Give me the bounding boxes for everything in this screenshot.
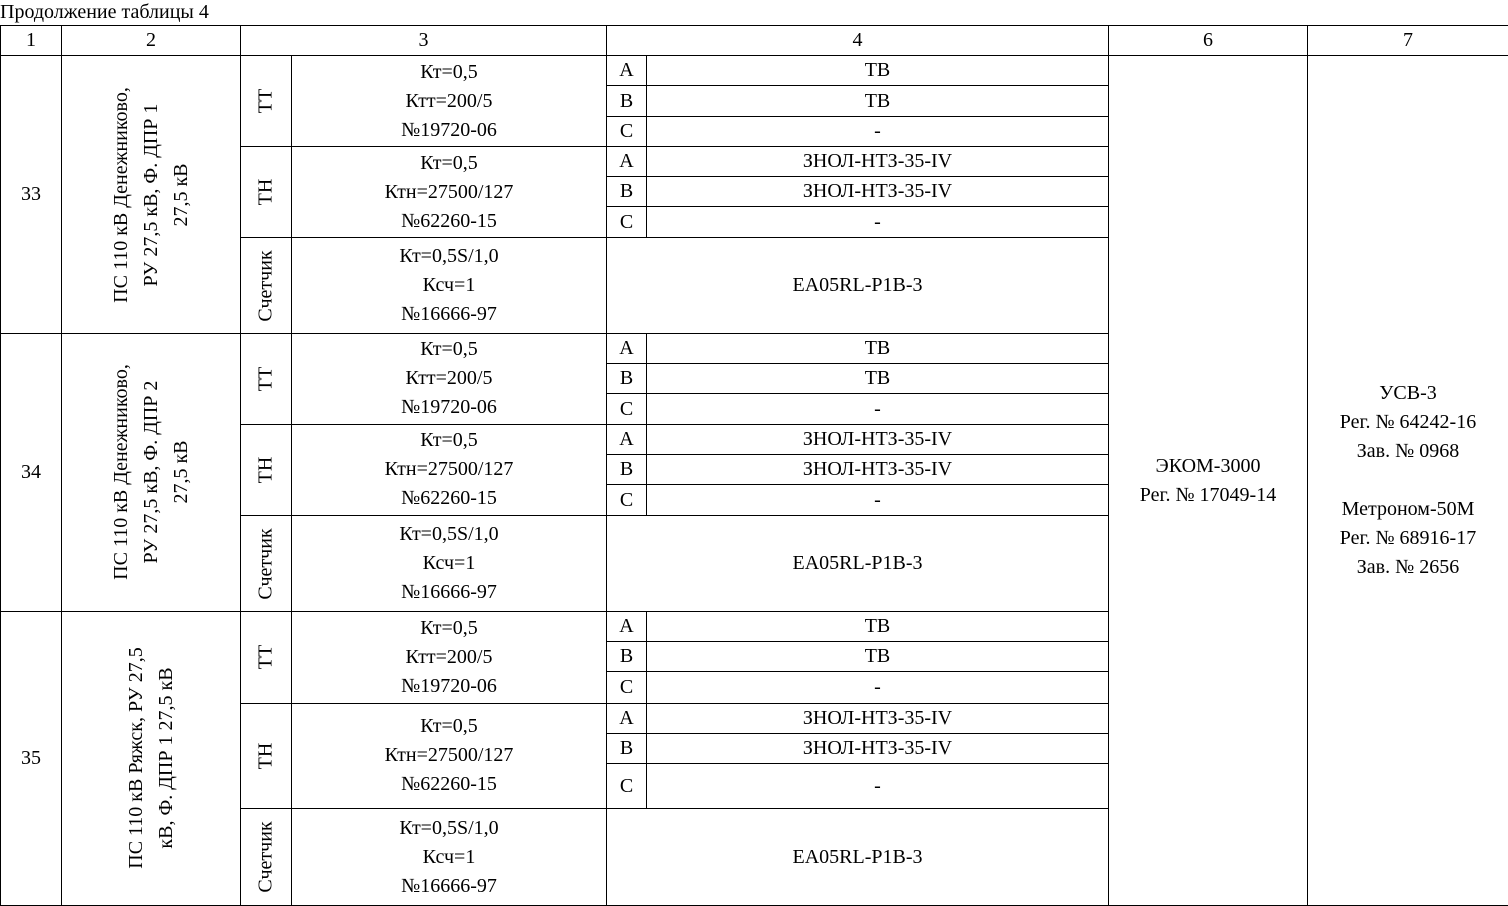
phase-letter: B (607, 733, 647, 763)
meter-param-line: №16666-97 (401, 581, 497, 604)
meter-model: EA05RL-P1B-3 (607, 238, 1109, 334)
phase-letter: A (607, 56, 647, 86)
object-name-text (106, 87, 196, 303)
meter-label (241, 516, 292, 612)
time-sync-line: Зав. № 0968 (1356, 440, 1460, 463)
phase-letter: C (607, 485, 647, 516)
meter-params (292, 516, 607, 612)
object-name-text-line: ПС 110 кВ Ряжск, РУ 27,5 (125, 647, 147, 870)
phase-value: - (647, 672, 1109, 703)
phase-value: ЗНОЛ-НТЗ-35-IV (647, 177, 1109, 207)
phase-letter: C (607, 116, 647, 146)
meter-model: EA05RL-P1B-3 (607, 516, 1109, 612)
object-name (62, 334, 241, 612)
tn-params (292, 146, 607, 238)
meter-label (241, 238, 292, 334)
phase-letter: C (607, 394, 647, 424)
phase-value: ЗНОЛ-НТЗ-35-IV (647, 733, 1109, 763)
object-name-text-line: 27,5 кВ (170, 440, 192, 505)
meter-param-line: Кт=0,5S/1,0 (399, 816, 499, 839)
tt-param-line: Ктт=200/5 (405, 367, 493, 390)
phase-value: - (647, 485, 1109, 516)
group-number: 35 (1, 611, 62, 905)
tn-param-line: Кт=0,5 (420, 151, 478, 174)
tt-params (292, 611, 607, 703)
meter-param-line: Ксч=1 (422, 552, 476, 575)
tn-label (241, 146, 292, 238)
tt-param-line: Ктт=200/5 (405, 645, 493, 668)
phase-letter: A (607, 146, 647, 176)
phase-letter: A (607, 611, 647, 641)
phase-value: - (647, 116, 1109, 146)
tt-label-text: ТТ (254, 88, 277, 114)
phase-letter: A (607, 424, 647, 454)
tn-param-line: №62260-15 (401, 773, 497, 796)
group-number: 33 (1, 56, 62, 334)
header-cell: 7 (1308, 26, 1508, 56)
tt-param-line: №19720-06 (401, 396, 497, 419)
phase-letter: A (607, 703, 647, 733)
phase-value: ТВ (647, 56, 1109, 86)
meter-param-line: №16666-97 (401, 303, 497, 326)
phase-value: - (647, 207, 1109, 238)
time-sync-line: Зав. № 2656 (1356, 556, 1460, 579)
tn-params (292, 703, 607, 809)
meter-label (241, 809, 292, 906)
tn-param-line: Кт=0,5 (420, 429, 478, 452)
object-name-text-line: 27,5 кВ (170, 163, 192, 227)
header-cell: 3 (241, 26, 607, 56)
phase-value: - (647, 394, 1109, 424)
phase-letter: C (607, 763, 647, 808)
object-name-text-line: ПС 110 кВ Денежниково, (110, 86, 132, 303)
phase-letter: A (607, 334, 647, 364)
time-sync-line: Метроном-50М (1341, 498, 1475, 521)
phase-value: ЗНОЛ-НТЗ-35-IV (647, 454, 1109, 484)
tn-param-line: №62260-15 (401, 209, 497, 232)
phase-value: ТВ (647, 364, 1109, 394)
meter-model: EA05RL-P1B-3 (607, 809, 1109, 906)
tn-param-line: Кт=0,5 (420, 715, 478, 738)
time-sync-cell (1308, 56, 1508, 906)
meter-param-line: Кт=0,5S/1,0 (399, 523, 499, 546)
object-name (62, 611, 241, 905)
tt-param-line: Кт=0,5 (420, 338, 478, 361)
tn-param-line: №62260-15 (401, 487, 497, 510)
object-name-text (121, 648, 181, 870)
phase-value: ТВ (647, 334, 1109, 364)
time-sync-line: УСВ-3 (1379, 382, 1437, 405)
object-name (62, 56, 241, 334)
meter-params (292, 809, 607, 906)
meter-label-text: Счетчик (254, 250, 277, 322)
time-sync-line (1308, 466, 1508, 495)
tt-label-text: ТТ (254, 366, 277, 392)
tn-label-text: ТН (254, 742, 277, 770)
equipment-table (0, 25, 1508, 906)
time-sync-line: Рег. № 64242-16 (1339, 411, 1477, 434)
tt-param-line: Кт=0,5 (420, 616, 478, 639)
phase-letter: B (607, 177, 647, 207)
object-name-text-line: РУ 27,5 кВ, Ф. ДПР 1 (140, 103, 162, 287)
phase-value: ЗНОЛ-НТЗ-35-IV (647, 424, 1109, 454)
group-number: 34 (1, 334, 62, 612)
header-row (1, 26, 1508, 56)
tn-param-line: Ктн=27500/127 (384, 744, 514, 767)
phase-value: ЗНОЛ-НТЗ-35-IV (647, 146, 1109, 176)
header-cell: 2 (62, 26, 241, 56)
phase-letter: C (607, 207, 647, 238)
tt-param-line: Ктт=200/5 (405, 89, 493, 112)
table-caption: Продолжение таблицы 4 (0, 1, 209, 23)
phase-value: ТВ (647, 642, 1109, 672)
tt-param-line: №19720-06 (401, 118, 497, 141)
object-name-text-line: РУ 27,5 кВ, Ф. ДПР 2 (140, 381, 162, 564)
tt-param-line: №19720-06 (401, 674, 497, 697)
phase-letter: B (607, 364, 647, 394)
tn-label-text: ТН (254, 456, 277, 484)
tt-label (241, 611, 292, 703)
meter-params (292, 238, 607, 334)
phase-value: - (647, 763, 1109, 808)
tn-label (241, 703, 292, 809)
header-cell: 1 (1, 26, 62, 56)
header-cell: 6 (1109, 26, 1308, 56)
phase-letter: B (607, 642, 647, 672)
meter-param-line: Ксч=1 (422, 845, 476, 868)
meter-param-line: Ксч=1 (422, 274, 476, 297)
object-name-text-line: ПС 110 кВ Денежниково, (110, 364, 132, 581)
phase-value: ТВ (647, 611, 1109, 641)
phase-letter: C (607, 672, 647, 703)
tt-params (292, 334, 607, 425)
table-row (1, 56, 1508, 86)
ivk-line: Рег. № 17049-14 (1139, 483, 1277, 506)
tt-label (241, 334, 292, 425)
header-cell: 4 (607, 26, 1109, 56)
ivk-line: ЭКОМ-3000 (1155, 454, 1261, 477)
tn-param-line: Ктн=27500/127 (384, 458, 514, 481)
tt-params (292, 56, 607, 147)
object-name-text-line: кВ, Ф. ДПР 1 27,5 кВ (155, 667, 177, 850)
ivk-cell (1109, 56, 1308, 906)
meter-param-line: №16666-97 (401, 874, 497, 897)
tt-label (241, 56, 292, 147)
meter-label-text: Счетчик (254, 821, 277, 893)
tn-label (241, 424, 292, 516)
tn-param-line: Ктн=27500/127 (384, 180, 514, 203)
phase-value: ТВ (647, 86, 1109, 116)
phase-letter: B (607, 454, 647, 484)
meter-param-line: Кт=0,5S/1,0 (399, 245, 499, 268)
phase-value: ЗНОЛ-НТЗ-35-IV (647, 703, 1109, 733)
tn-params (292, 424, 607, 516)
tn-label-text: ТН (254, 178, 277, 206)
tt-label-text: ТТ (254, 645, 277, 670)
meter-label-text: Счетчик (254, 527, 277, 600)
phase-letter: B (607, 86, 647, 116)
time-sync-line: Рег. № 68916-17 (1339, 527, 1477, 550)
object-name-text (106, 365, 196, 581)
tt-param-line: Кт=0,5 (420, 60, 478, 83)
